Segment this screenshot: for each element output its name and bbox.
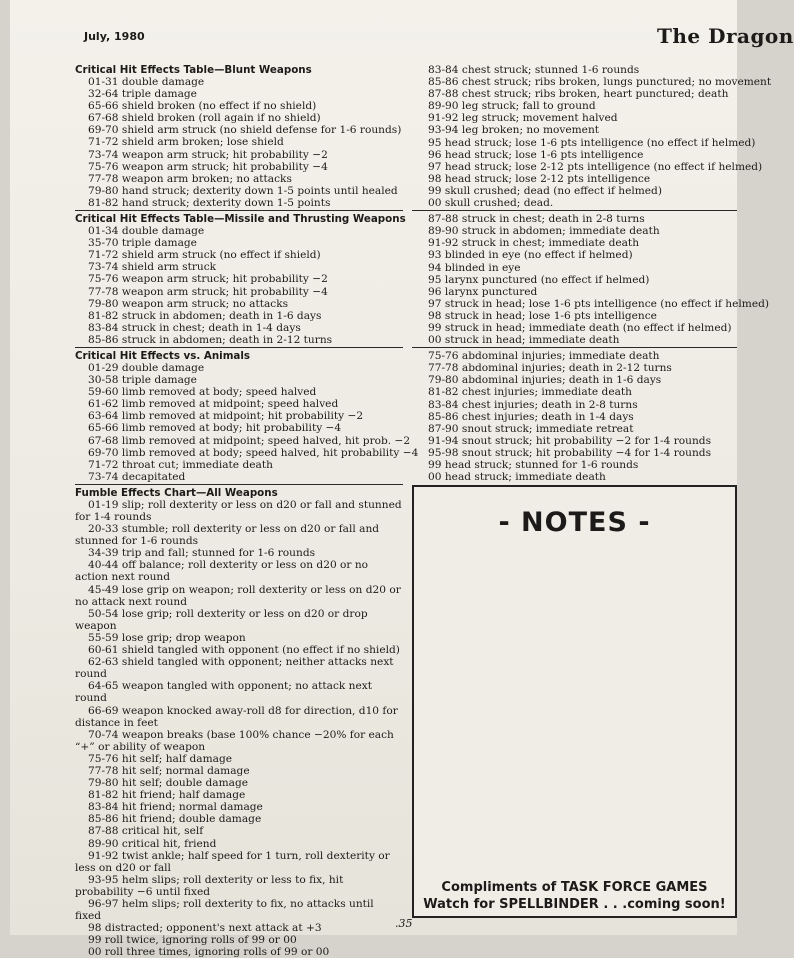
table-row: 71-72 shield arm struck (no effect if shield) bbox=[88, 249, 321, 262]
missile-table-title: Critical Hit Effects Table—Missile and Thrusting Weapons bbox=[75, 213, 406, 226]
table-row: 91-92 twist ankle; half speed for 1 turn, roll dexterity or less on d20 or fall bbox=[75, 849, 390, 874]
magazine-title: The Dragon bbox=[657, 24, 794, 48]
table-row: 32-64 triple damage bbox=[88, 88, 197, 101]
table-row: 40-44 off balance; roll dexterity or less on d20 or no action next round bbox=[75, 559, 369, 584]
table-row: 00 head struck; immediate death bbox=[428, 471, 606, 484]
table-row: 69-70 limb removed at body; speed halved, hit probability −4 bbox=[88, 446, 419, 459]
table-row: 65-66 shield broken (no effect if no shield) bbox=[88, 100, 317, 113]
table-row: 98 distracted; opponent's next attack at +3 bbox=[88, 922, 322, 935]
table-row: 77-78 weapon arm broken; no attacks bbox=[88, 172, 292, 185]
section-divider bbox=[75, 347, 403, 348]
table-row: 45-49 lose grip on weapon; roll dexterity or less on d20 or no attack next round bbox=[75, 583, 401, 608]
table-row: 95 larynx punctured (no effect if helmed) bbox=[428, 273, 650, 286]
table-row: 64-65 weapon tangled with opponent; no attack next round bbox=[75, 680, 372, 705]
table-row: 71-72 throat cut; immediate death bbox=[88, 458, 273, 471]
table-row: 96 larynx punctured bbox=[428, 285, 538, 298]
table-row: 81-82 struck in abdomen; death in 1-6 days bbox=[88, 309, 322, 322]
table-row: 73-74 weapon arm struck; hit probability −2 bbox=[88, 148, 328, 161]
table-row: 83-84 hit friend; normal damage bbox=[88, 801, 263, 814]
section-divider bbox=[412, 347, 737, 348]
table-row: 87-88 chest struck; ribs broken, heart punctured; death bbox=[428, 88, 729, 101]
table-row: 75-76 weapon arm struck; hit probability −2 bbox=[88, 273, 328, 286]
table-row: 01-31 double damage bbox=[88, 76, 205, 88]
table-row: 79-80 hand struck; dexterity down 1-5 points until healed bbox=[88, 184, 398, 197]
table-row: 97 head struck; lose 2-12 pts intelligence (no effect if helmed) bbox=[428, 160, 763, 173]
table-row: 55-59 lose grip; drop weapon bbox=[88, 631, 246, 644]
table-row: 65-66 limb removed at body; hit probability −4 bbox=[88, 422, 342, 435]
table-row: 61-62 limb removed at midpoint; speed halved bbox=[88, 398, 339, 411]
table-row: 89-90 struck in abdomen; immediate death bbox=[428, 225, 660, 238]
section-divider bbox=[75, 484, 403, 485]
table-row: 89-90 leg struck; fall to ground bbox=[428, 100, 596, 113]
table-row: 70-74 weapon breaks (base 100% chance −20% for each “+” or ability of weapon bbox=[75, 728, 394, 753]
table-row: 67-68 limb removed at midpoint; speed halved, hit prob. −2 bbox=[88, 434, 411, 447]
table-row: 01-19 slip; roll dexterity or less on d20 or fall and stunned for 1-4 rounds bbox=[75, 498, 402, 523]
table-row: 75-76 weapon arm struck; hit probability −4 bbox=[88, 160, 328, 173]
table-row: 98 struck in head; lose 1-6 pts intelligence bbox=[428, 309, 657, 322]
notes-box bbox=[412, 485, 737, 918]
table-row: 99 skull crushed; dead (no effect if helmed) bbox=[428, 184, 662, 197]
table-row: 01-29 double damage bbox=[88, 361, 205, 374]
table-row: 01-34 double damage bbox=[88, 225, 205, 238]
table-row: 87-88 struck in chest; death in 2-8 turns bbox=[428, 213, 645, 226]
animals-table-title: Critical Hit Effects vs. Animals bbox=[75, 349, 251, 362]
notes-title: - NOTES - bbox=[498, 507, 651, 538]
table-row: 91-94 snout struck; hit probability −2 for 1-4 rounds bbox=[428, 434, 712, 447]
fumble-list bbox=[75, 499, 403, 958]
table-row: 81-82 chest injuries; immediate death bbox=[428, 386, 632, 399]
table-row: 96-97 helm slips; roll dexterity to fix, no attacks until fixed bbox=[75, 898, 374, 923]
table-row: 67-68 shield broken (roll again if no shield) bbox=[88, 112, 321, 125]
animals-left-list bbox=[75, 361, 419, 483]
table-row: 93-94 leg broken; no movement bbox=[428, 124, 600, 137]
table-row: 89-90 critical hit, friend bbox=[88, 837, 217, 850]
table-row: 20-33 stumble; roll dexterity or less on d20 or fall and stunned for 1-6 rounds bbox=[75, 523, 380, 548]
table-row: 69-70 shield arm struck (no shield defense for 1-6 rounds) bbox=[88, 124, 402, 137]
table-row: 35-70 triple damage bbox=[88, 237, 197, 250]
table-row: 85-86 chest injuries; death in 1-4 days bbox=[428, 410, 634, 423]
table-row: 79-80 abdominal injuries; death in 1-6 days bbox=[428, 374, 662, 387]
table-row: 73-74 shield arm struck bbox=[88, 261, 217, 274]
table-row: 50-54 lose grip; roll dexterity or less on d20 or drop weapon bbox=[75, 607, 368, 632]
animals-right-list bbox=[412, 350, 737, 483]
missile-left-list bbox=[75, 225, 403, 346]
table-row: 66-69 weapon knocked away-roll d8 for direction, d10 for distance in feet bbox=[75, 704, 398, 729]
blunt-right-list bbox=[412, 64, 772, 210]
table-row: 71-72 shield arm broken; lose shield bbox=[88, 136, 284, 149]
blunt-table-title: Critical Hit Effects Table—Blunt Weapons bbox=[75, 64, 312, 76]
table-row: 77-78 weapon arm struck; hit probability −4 bbox=[88, 285, 328, 298]
table-row: 87-90 snout struck; immediate retreat bbox=[428, 422, 634, 435]
table-row: 30-58 triple damage bbox=[88, 374, 197, 387]
table-row: 83-84 chest struck; stunned 1-6 rounds bbox=[428, 64, 640, 76]
table-row: 63-64 limb removed at midpoint; hit probability −2 bbox=[88, 410, 364, 423]
credit-line-sponsor: Compliments of TASK FORCE GAMES bbox=[441, 880, 708, 895]
section-divider bbox=[412, 210, 737, 211]
table-row: 77-78 abdominal injuries; death in 2-12 turns bbox=[428, 362, 672, 375]
table-row: 79-80 hit self; double damage bbox=[88, 777, 248, 790]
table-row: 95 head struck; lose 1-6 pts intelligence (no effect if helmed) bbox=[428, 136, 756, 149]
table-row: 98 head struck; lose 2-12 pts intelligence bbox=[428, 172, 651, 185]
table-row: 83-84 struck in chest; death in 1-4 days bbox=[88, 321, 301, 334]
table-row: 99 head struck; stunned for 1-6 rounds bbox=[428, 459, 639, 471]
table-row: 96 head struck; lose 1-6 pts intelligence bbox=[428, 148, 644, 161]
table-row: 83-84 chest injuries; death in 2-8 turns bbox=[428, 398, 638, 411]
table-row: 73-74 decapitated bbox=[88, 470, 186, 483]
table-row: 87-88 critical hit, self bbox=[88, 825, 204, 838]
credit-line-promo: Watch for SPELLBINDER . . .coming soon! bbox=[423, 897, 726, 912]
table-row: 00 roll three times, ignoring rolls of 99 or 00 bbox=[88, 946, 330, 958]
table-row: 60-61 shield tangled with opponent (no effect if no shield) bbox=[88, 644, 400, 657]
table-row: 75-76 hit self; half damage bbox=[88, 752, 233, 765]
table-row: 97 struck in head; lose 1-6 pts intelligence (no effect if helmed) bbox=[428, 297, 770, 310]
table-row: 95-98 snout struck; hit probability −4 for 1-4 rounds bbox=[428, 446, 712, 459]
table-row: 93 blinded in eye (no effect if helmed) bbox=[428, 249, 633, 262]
missile-right-list bbox=[412, 213, 770, 347]
table-row: 79-80 weapon arm struck; no attacks bbox=[88, 297, 289, 310]
table-row: 85-86 hit friend; double damage bbox=[88, 813, 262, 826]
table-row: 85-86 struck in abdomen; death in 2-12 turns bbox=[88, 333, 333, 346]
right-column bbox=[412, 64, 772, 484]
table-row: 99 struck in head; immediate death (no effect if helmed) bbox=[428, 321, 732, 334]
table-row: 75-76 abdominal injuries; immediate death bbox=[428, 350, 660, 363]
section-divider bbox=[75, 210, 403, 211]
blunt-left-list bbox=[75, 76, 403, 209]
table-row: 00 skull crushed; dead. bbox=[428, 197, 554, 210]
fumble-table-title: Fumble Effects Chart—All Weapons bbox=[75, 486, 278, 499]
table-row: 81-82 hit friend; half damage bbox=[88, 789, 246, 802]
table-row: 81-82 hand struck; dexterity down 1-5 points bbox=[88, 196, 331, 209]
page-number: .35 bbox=[395, 917, 413, 930]
table-row: 34-39 trip and fall; stunned for 1-6 rounds bbox=[88, 547, 316, 560]
table-row: 91-92 leg struck; movement halved bbox=[428, 112, 618, 125]
table-row: 62-63 shield tangled with opponent; neither attacks next round bbox=[75, 656, 394, 681]
table-row: 94 blinded in eye bbox=[428, 261, 521, 274]
table-row: 59-60 limb removed at body; speed halved bbox=[88, 386, 317, 399]
table-row: 99 roll twice, ignoring rolls of 99 or 00 bbox=[88, 934, 297, 947]
issue-date: July, 1980 bbox=[84, 30, 145, 43]
table-row: 00 struck in head; immediate death bbox=[428, 334, 620, 347]
credit-block bbox=[414, 879, 735, 913]
table-row: 85-86 chest struck; ribs broken, lungs punctured; no movement bbox=[428, 76, 772, 89]
table-row: 91-92 struck in chest; immediate death bbox=[428, 237, 640, 250]
table-row: 93-95 helm slips; roll dexterity or less to fix, hit probability −6 until fixed bbox=[75, 873, 344, 898]
table-row: 77-78 hit self; normal damage bbox=[88, 764, 250, 777]
left-column bbox=[75, 64, 419, 958]
